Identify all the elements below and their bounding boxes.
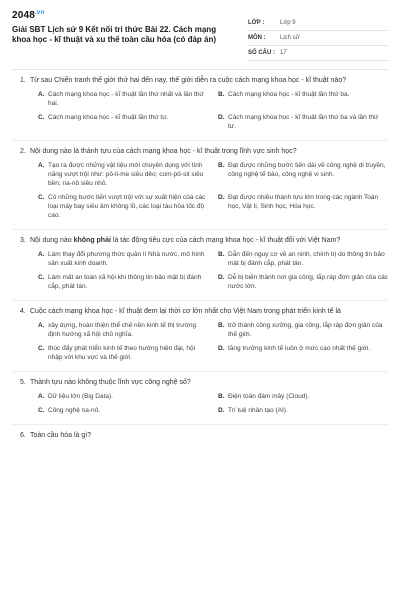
option-label: D. [218, 194, 225, 201]
option-d[interactable] [218, 406, 388, 415]
option-text: xây dựng, hoàn thiện thể chế nền kinh tế thị trường định hướng xã hội chủ nghĩa. [48, 322, 197, 338]
option-label: D. [218, 345, 225, 352]
option-label: C. [38, 345, 45, 352]
meta-value: 17 [280, 50, 287, 56]
option-text: Đạt được những bước tiến dài về công nghệ di truyền, công nghệ tế bào, công nghệ vi sinh. [228, 162, 386, 178]
option-label: C. [38, 274, 45, 281]
meta-value: Lớp 9 [280, 20, 296, 26]
header-left [12, 10, 232, 61]
option-a[interactable] [38, 161, 208, 188]
option-text: Tạo ra được những vật liệu mới chuyên dụng với tính năng vượt trội như: pô-li-me siêu dẻo; com-pô-sit siêu bền; na-nô siêu nhỏ. [48, 162, 204, 187]
question-2 [0, 141, 400, 225]
option-b[interactable] [218, 250, 388, 268]
option-label: A. [38, 393, 45, 400]
option-label: B. [218, 162, 225, 169]
question-emphasis: không phải [73, 237, 111, 244]
options-grid [12, 250, 388, 296]
meta-row-class [248, 16, 388, 31]
meta-label: SỐ CÂU : [248, 50, 275, 56]
option-label: D. [218, 274, 225, 281]
option-label: C. [38, 114, 45, 121]
option-c[interactable] [38, 113, 208, 131]
option-c[interactable] [38, 273, 208, 291]
meta-label: LỚP : [248, 20, 265, 26]
option-a[interactable] [38, 250, 208, 268]
question-text: Nội dung nào là thành tựu của cách mạng khoa học - kĩ thuật trong lĩnh vực sinh học? [30, 148, 297, 155]
option-b[interactable] [218, 321, 388, 339]
meta-row-subject [248, 31, 388, 46]
question-number: 5. [20, 379, 26, 386]
option-label: D. [218, 407, 225, 414]
question-text: Toàn cầu hóa là gì? [30, 432, 92, 439]
option-text: Đạt được nhiều thành tựu lớn trong các ngành Toán học, Vật lí, Sinh học, Hóa học. [228, 194, 379, 210]
option-label: B. [218, 251, 225, 258]
option-text: Điện toán đám mây (Cloud). [228, 393, 310, 400]
option-text: Dẫn đến nguy cơ về an ninh, chính trị do thông tin bảo mật bị đánh cắp, phát tán. [228, 251, 385, 267]
question-number: 3. [20, 237, 26, 244]
site-logo[interactable] [12, 10, 232, 21]
options-grid [12, 321, 388, 367]
option-text: trở thành công xưởng, gia công, lắp ráp đơn giản của thế giới. [228, 322, 383, 338]
option-d[interactable] [218, 113, 388, 131]
option-d[interactable] [218, 344, 388, 362]
option-b[interactable] [218, 161, 388, 188]
question-text: Cuộc cách mạng khoa học - kĩ thuật đem lại thời cơ lớn nhất cho Việt Nam trong phát triển kinh tế là [30, 308, 341, 315]
logo-suffix: .vn [35, 10, 45, 16]
question-text: Thành tựu nào không thuộc lĩnh vực công nghệ số? [30, 379, 191, 386]
question-1 [0, 70, 400, 136]
question-text [30, 236, 388, 246]
option-c[interactable] [38, 344, 208, 362]
options-grid [12, 90, 388, 136]
option-label: A. [38, 251, 45, 258]
option-label: B. [218, 91, 225, 98]
option-text: Trí tuệ nhân tạo (AI). [228, 407, 288, 414]
option-text: Làm thay đổi phương thức quản lí Nhà nước, mô hình sản xuất kinh doanh. [48, 251, 205, 267]
option-label: A. [38, 322, 45, 329]
logo-text: 2048 [12, 10, 36, 21]
option-label: C. [38, 194, 45, 201]
document-title: Giải SBT Lịch sử 9 Kết nối tri thức Bài 22. Cách mạng khoa học - kĩ thuật và xu thế toàn cầu hóa (có đáp án) [12, 25, 217, 44]
option-d[interactable] [218, 193, 388, 220]
option-label: A. [38, 162, 45, 169]
question-number: 4. [20, 308, 26, 315]
question-text: Từ sau Chiến tranh thế giới thứ hai đến nay, thế giới diễn ra cuộc cách mạng khoa học - kĩ thuật nào? [30, 77, 347, 84]
question-4 [0, 301, 400, 367]
header [0, 0, 400, 61]
option-b[interactable] [218, 90, 388, 108]
option-label: B. [218, 322, 225, 329]
option-label: D. [218, 114, 225, 121]
meta-value: Lịch sử [280, 35, 300, 41]
options-grid [12, 392, 388, 420]
option-a[interactable] [38, 321, 208, 339]
option-label: B. [218, 393, 225, 400]
option-text: Dễ bị biến thành nơi gia công, lắp ráp đơn giản của các nước lớn. [228, 274, 388, 290]
question-5 [0, 372, 400, 420]
option-a[interactable] [38, 392, 208, 401]
option-text: thúc đẩy phát triển kinh tế theo hướng hiện đại, hội nhập với khu vực và thế giới. [48, 345, 196, 361]
option-d[interactable] [218, 273, 388, 291]
option-text: Cách mạng khoa học - kĩ thuật lần thứ ba. [228, 91, 350, 98]
meta-table [248, 16, 388, 61]
option-text: Cách mạng khoa học - kĩ thuật lần thứ ba và lần thứ tư. [228, 114, 379, 130]
question-text-part: là tác động tiêu cực của cách mạng khoa học - kĩ thuật đối với Việt Nam? [110, 237, 341, 244]
option-text: Làm mất an toàn xã hội khi thông tin bảo mật bị đánh cắp, phát tán. [48, 274, 202, 290]
meta-label: MÔN : [248, 35, 266, 41]
question-3 [0, 230, 400, 296]
question-text-part: Nội dung nào [30, 237, 74, 244]
question-number: 6. [20, 432, 26, 439]
option-text: Cách mạng khoa học - kĩ thuật lần thứ tư. [48, 114, 169, 121]
question-number: 2. [20, 148, 26, 155]
option-a[interactable] [38, 90, 208, 108]
option-text: Có những bước tiến vượt trội với sự xuất hiện của các loại máy bay siêu âm không lồ, các loại tàu hỏa tốc độ cao. [48, 194, 206, 219]
option-text: Cách mạng khoa học - kĩ thuật lần thứ nhất và lần thứ hai. [48, 91, 204, 107]
options-grid [12, 161, 388, 225]
option-label: C. [38, 407, 45, 414]
option-text: tăng trưởng kinh tế luôn ở mức cao nhất thế giới. [228, 345, 371, 352]
option-b[interactable] [218, 392, 388, 401]
option-c[interactable] [38, 406, 208, 415]
meta-row-count [248, 46, 388, 61]
question-6 [0, 425, 400, 441]
option-text: Dữ liệu lớn (Big Data). [48, 393, 113, 400]
question-number: 1. [20, 77, 26, 84]
option-label: A. [38, 91, 45, 98]
option-text: Công nghệ na-nô. [48, 407, 101, 414]
option-c[interactable] [38, 193, 208, 220]
